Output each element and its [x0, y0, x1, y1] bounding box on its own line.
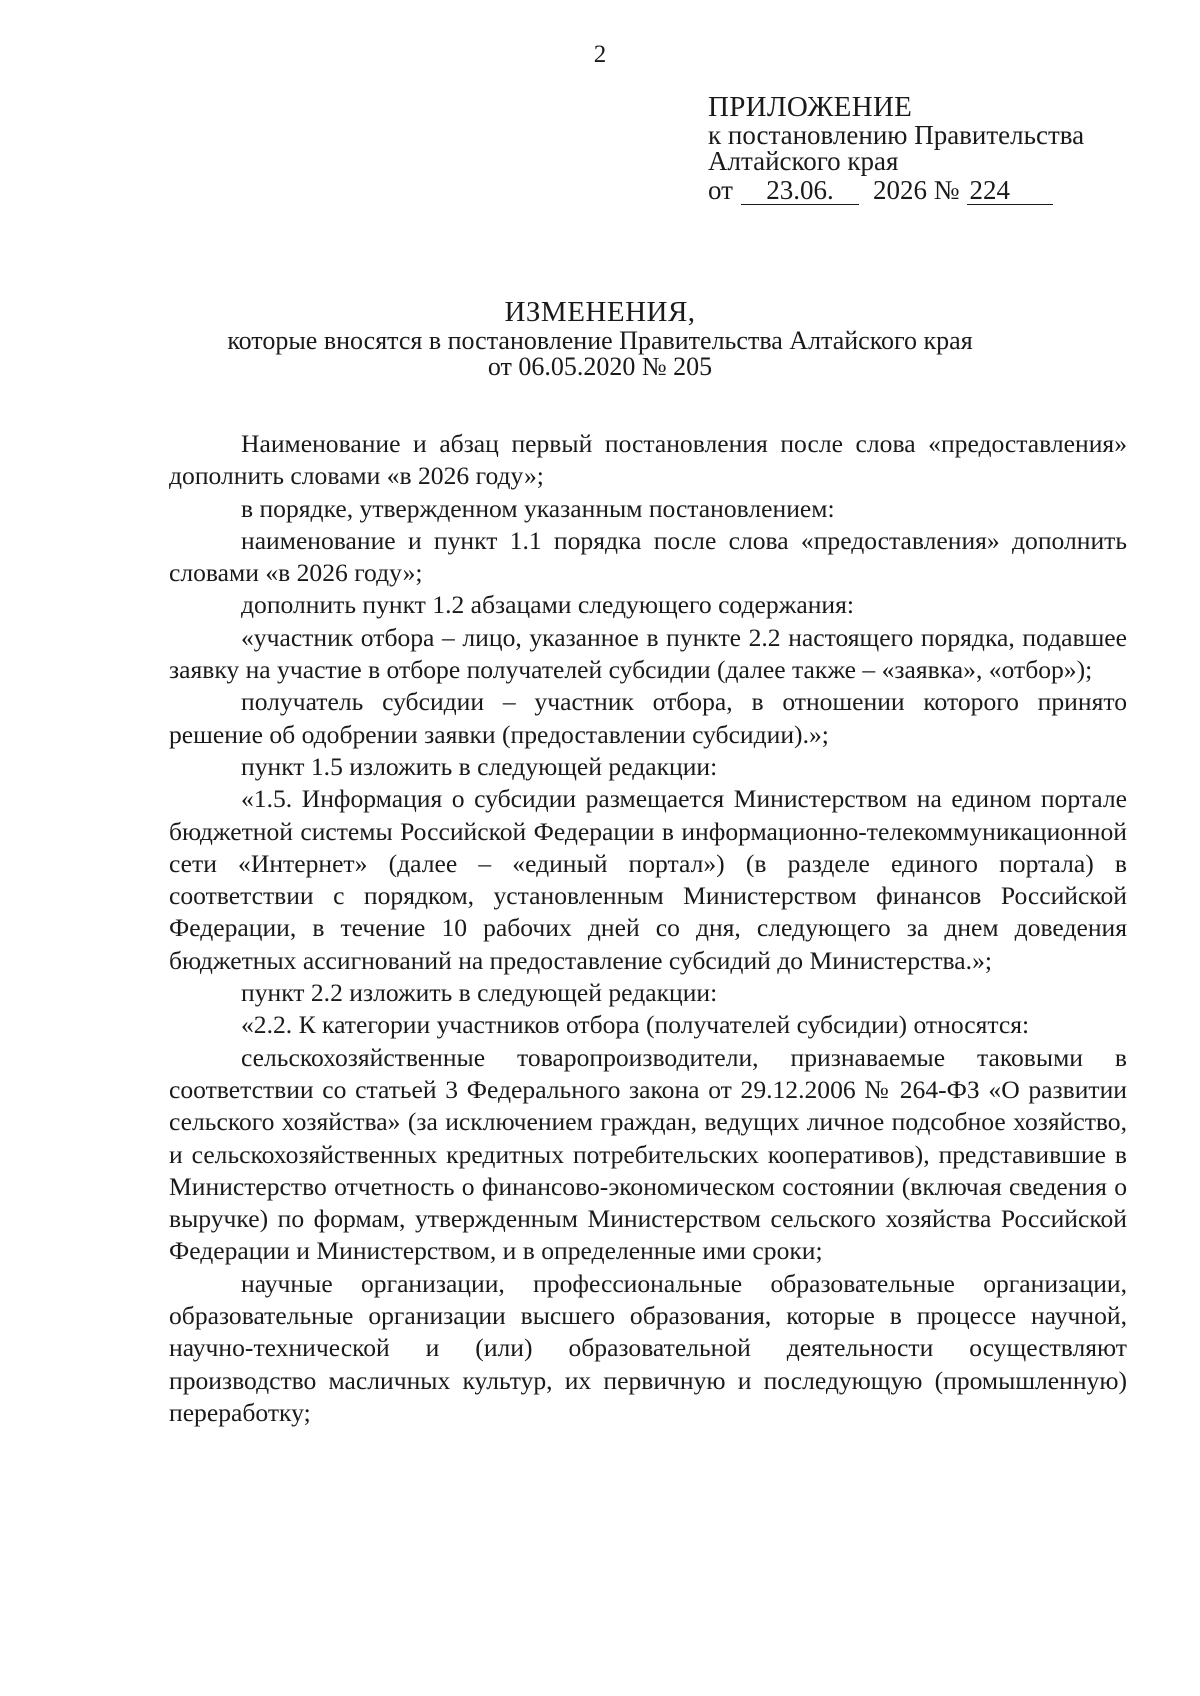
document-body [169, 428, 1127, 1429]
appendix-line-1: к постановлению Правительства [708, 120, 1085, 150]
paragraph: наименование и пункт 1.1 порядка после слова «предоставления» дополнить словами «в 2026 году»; [169, 525, 1127, 588]
paragraph: сельскохозяйственные товаропроизводители, признаваемые таковыми в соответствии со статьей 3 Федерального закона от 29.12.2006 № 264-ФЗ «О развитии сельского хозяйства» (за исключением граждан, ведущих личное подсобное хозяйство, и сельскохозяйственных кредитных потребительских кооперативов), представившие в Министерство отчетность о финансово-экономическом состоянии (включая сведения о выручке) по формам, утвержденным Министерством сельского хозяйства Российской Федерации и Министерством, и в определенные ими сроки; [169, 1042, 1127, 1266]
paragraph: «1.5. Информация о субсидии размещается Министерством на едином портале бюджетной системы Российской Федерации в информационно-телекоммуникационной сети «Интернет» (далее – «единый портал») (в разделе единого портала) в соответствии с порядком, установленным Министерством финансов Российской Федерации, в течение 10 рабочих дней со дня, следующего за днем доведения бюджетных ассигнований на предоставление субсидий до Министерства.»; [169, 784, 1127, 975]
date-year: 2026 [872, 175, 927, 205]
heading-subtitle-line-1: которые вносятся в постановление Правительства Алтайского края [227, 326, 973, 355]
document-heading [0, 296, 1200, 380]
paragraph: дополнить пункт 1.2 абзацами следующего содержания: [241, 590, 854, 620]
page-number: 2 [593, 41, 607, 68]
appendix-date-line [708, 176, 1178, 205]
date-prefix: от [708, 175, 733, 205]
heading-title: ИЗМЕНЕНИЯ, [504, 296, 696, 328]
number-sign: № [933, 175, 960, 205]
appendix-block [708, 92, 1178, 205]
paragraph: пункт 1.5 изложить в следующей редакции: [241, 751, 718, 781]
paragraph: «2.2. К категории участников отбора (получателей субсидии) относятся: [241, 1010, 1030, 1040]
appendix-title: ПРИЛОЖЕНИЕ [708, 91, 913, 123]
paragraph: научные организации, профессиональные образовательные организации, образовательные организации высшего образования, которые в процессе научной, научно-технической и (или) образовательной деятельности осуществляют производство масличных культур, их первичную и последующую (промышленную) переработку; [169, 1268, 1127, 1427]
paragraph: получатель субсидии – участник отбора, в отношении которого принято решение об одобрении заявки (предоставлении субсидии).»; [169, 687, 1127, 749]
document-number: 224 [967, 176, 1053, 205]
paragraph: в порядке, утвержденном указанным постановлением: [241, 493, 835, 523]
appendix-line-2: Алтайского края [708, 146, 899, 176]
date-value: 23.06. [741, 176, 859, 205]
paragraph: «участник отбора – лицо, указанное в пункте 2.2 настоящего порядка, подавшее заявку на участие в отборе получателей субсидии (далее также – «заявка», «отбор»); [169, 622, 1127, 685]
paragraph: Наименование и абзац первый постановления после слова «предоставления» дополнить словами «в 2026 году»; [169, 429, 1127, 491]
paragraph: пункт 2.2 изложить в следующей редакции: [241, 978, 718, 1008]
heading-subtitle-line-2: от 06.05.2020 № 205 [487, 352, 713, 381]
